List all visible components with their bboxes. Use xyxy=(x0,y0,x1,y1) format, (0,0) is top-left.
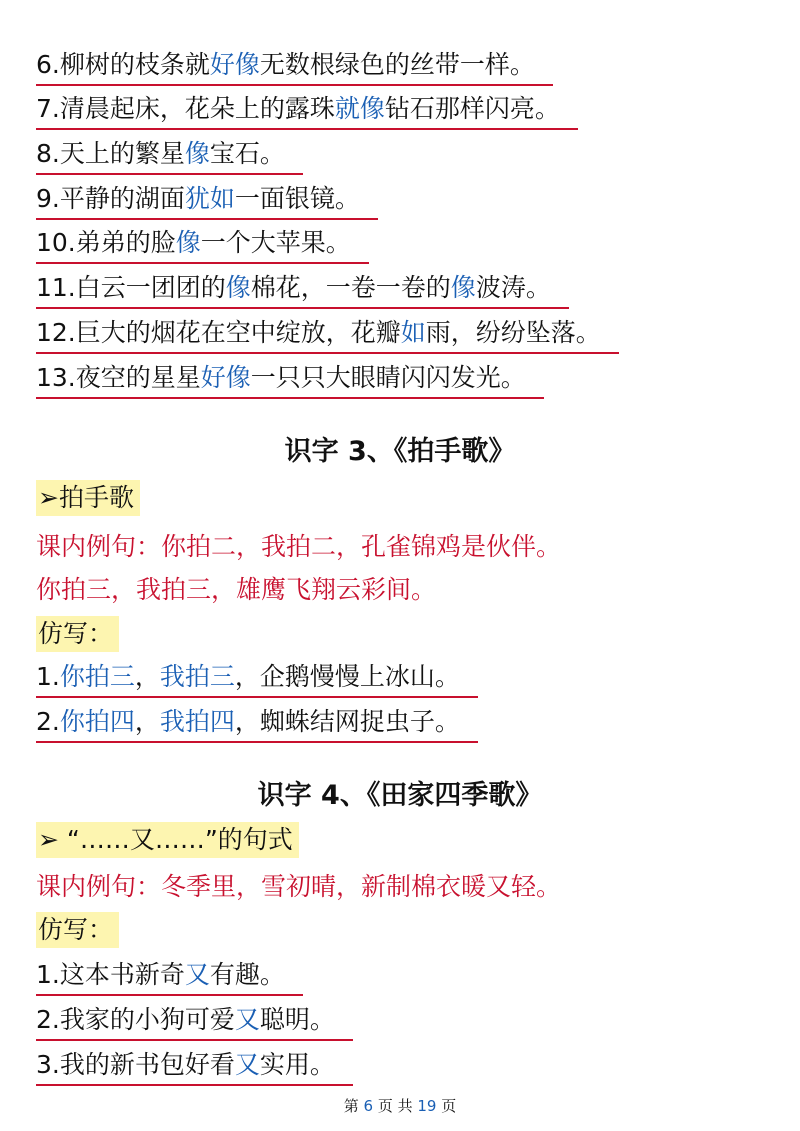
section-3-item-2 xyxy=(36,705,478,743)
section-3-item-1 xyxy=(36,660,478,698)
section-4-example-line-1: 课内例句：冬季里，雪初晴，新制棉衣暖又轻。 xyxy=(36,872,562,901)
sentence-9 xyxy=(36,182,378,220)
sentence-text: 9.平静的湖面 xyxy=(36,184,185,213)
footer-label: 第 xyxy=(343,1097,364,1115)
sentence-text: 11.白云一团团的 xyxy=(36,273,226,302)
keyword: 我拍三 xyxy=(159,662,235,691)
keyword: 又 xyxy=(234,1005,260,1034)
sentence-text: 雨，纷纷坠落。 xyxy=(425,318,601,347)
sentence-text: 6.柳树的枝条就 xyxy=(36,50,210,79)
sentence-text: ，蜘蛛结网捉虫子。 xyxy=(234,707,460,736)
sentence-text: 无数根绿色的丝带一样。 xyxy=(259,50,535,79)
keyword: 你拍三 xyxy=(59,662,135,691)
sentence-text: 7.清晨起床，花朵上的露珠 xyxy=(36,94,335,123)
keyword: 像 xyxy=(225,273,251,302)
footer-label: 页 共 xyxy=(373,1097,418,1115)
sentence-text: 8.天上的繁星 xyxy=(36,139,185,168)
section-4-item-1 xyxy=(36,958,303,996)
sentence-8 xyxy=(36,137,303,175)
sentence-11 xyxy=(36,271,569,309)
sentence-text: 2.我家的小狗可爱 xyxy=(36,1005,235,1034)
section-4-tag: ➢ “……又……”的句式 xyxy=(36,822,299,858)
keyword: 我拍四 xyxy=(159,707,235,736)
keyword: 你拍四 xyxy=(59,707,135,736)
total-pages: 19 xyxy=(417,1097,437,1115)
sentence-text: 3.我的新书包好看 xyxy=(36,1050,235,1079)
sentence-text: 波涛。 xyxy=(475,273,551,302)
sentence-text: 10.弟弟的脸 xyxy=(36,228,176,257)
section-3-heading: 识字 3、《拍手歌》 xyxy=(284,436,516,467)
sentence-6 xyxy=(36,48,553,86)
keyword: 好像 xyxy=(200,363,251,392)
sentence-text: 一个大苹果。 xyxy=(200,228,351,257)
keyword: 犹如 xyxy=(184,184,235,213)
separator: ， xyxy=(134,662,160,691)
sentence-text: 1.这本书新奇 xyxy=(36,960,185,989)
keyword: 像 xyxy=(175,228,201,257)
keyword: 又 xyxy=(184,960,210,989)
item-number: 2. xyxy=(36,707,60,736)
sentence-13 xyxy=(36,361,544,399)
section-4-heading: 识字 4、《田家四季歌》 xyxy=(257,780,543,811)
section-3-imitate-label: 仿写： xyxy=(36,616,119,652)
keyword: 就像 xyxy=(334,94,385,123)
keyword: 好像 xyxy=(209,50,260,79)
keyword: 又 xyxy=(234,1050,260,1079)
sentence-text: ，企鹅慢慢上冰山。 xyxy=(234,662,460,691)
keyword: 如 xyxy=(400,318,426,347)
separator: ， xyxy=(134,707,160,736)
sentence-text: 聪明。 xyxy=(259,1005,335,1034)
page-number: 6 xyxy=(363,1097,374,1115)
sentence-12 xyxy=(36,316,619,354)
sentence-text: 12.巨大的烟花在空中绽放，花瓣 xyxy=(36,318,401,347)
sentence-text: 棉花，一卷一卷的 xyxy=(250,273,451,302)
sentence-10 xyxy=(36,226,369,264)
keyword: 像 xyxy=(450,273,476,302)
sentence-text: 有趣。 xyxy=(209,960,285,989)
sentence-text: 钻石那样闪亮。 xyxy=(384,94,560,123)
section-4-imitate-label: 仿写： xyxy=(36,912,119,948)
keyword: 像 xyxy=(184,139,210,168)
section-4-item-2 xyxy=(36,1003,353,1041)
sentence-text: 实用。 xyxy=(259,1050,335,1079)
item-number: 1. xyxy=(36,662,60,691)
section-3-tag: ➢拍手歌 xyxy=(36,480,140,516)
page-footer xyxy=(0,1096,800,1116)
sentence-text: 宝石。 xyxy=(209,139,285,168)
sentence-text: 一只只大眼睛闪闪发光。 xyxy=(250,363,526,392)
section-3-example-line-1: 课内例句：你拍二，我拍二，孔雀锦鸡是伙伴。 xyxy=(36,532,562,561)
sentence-text: 13.夜空的星星 xyxy=(36,363,201,392)
section-4-item-3 xyxy=(36,1048,353,1086)
sentence-text: 一面银镜。 xyxy=(234,184,360,213)
footer-label: 页 xyxy=(436,1097,457,1115)
sentence-7 xyxy=(36,92,578,130)
section-3-example-line-2: 你拍三，我拍三，雄鹰飞翔云彩间。 xyxy=(36,575,437,604)
